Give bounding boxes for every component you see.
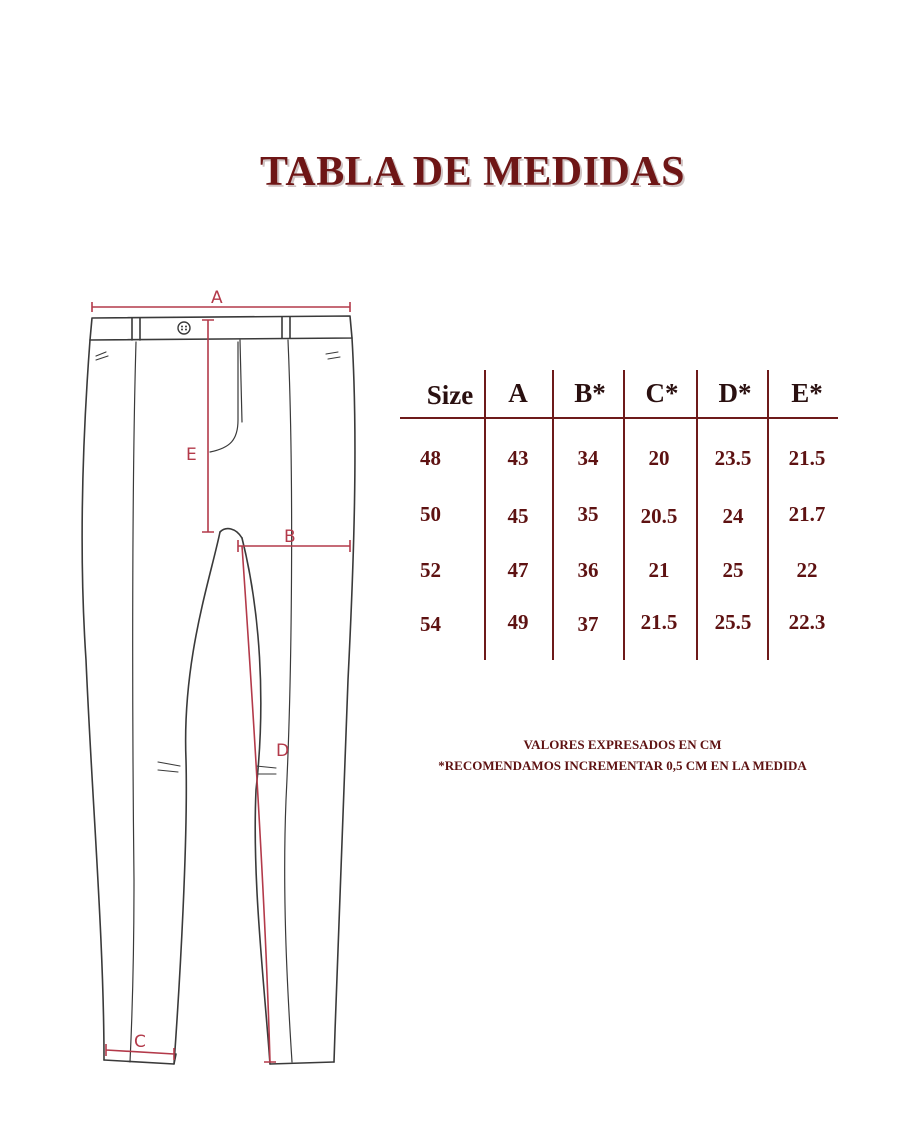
table-cell: 37: [577, 612, 599, 636]
table-cell: 22.3: [788, 610, 826, 634]
column-divider: [767, 370, 769, 660]
table-cell: 21.5: [640, 610, 678, 634]
column-divider: [552, 370, 554, 660]
table-cell: 22: [796, 558, 818, 582]
button-icon: [178, 322, 190, 334]
page-title: TABLA DE MEDIDAS: [260, 149, 685, 195]
column-divider: [696, 370, 698, 660]
table-cell: 25.5: [714, 610, 752, 634]
label-b: B: [284, 527, 296, 547]
table-cell: 45: [507, 504, 529, 528]
table-cell: 20: [648, 446, 670, 470]
header-a: A: [508, 378, 528, 408]
table-cell: 47: [507, 558, 529, 582]
header-e: E*: [791, 378, 823, 408]
table-cell: 23.5: [714, 446, 752, 470]
header-size: Size: [426, 380, 474, 410]
label-a: A: [211, 288, 223, 308]
header-divider: [400, 417, 838, 419]
table-cell: 34: [577, 446, 599, 470]
table-cell: 21: [648, 558, 670, 582]
size-cell: 48: [420, 446, 441, 470]
table-cell: 49: [507, 610, 529, 634]
note-recommendation: *RECOMENDAMOS INCREMENTAR 0,5 CM EN LA MEDIDA: [438, 758, 807, 773]
pants-diagram: [70, 280, 370, 1080]
table-cell: 21.7: [788, 502, 826, 526]
measure-lines: [92, 302, 350, 1062]
pants-outline: [82, 316, 355, 1064]
measure-d-line: [242, 546, 276, 1062]
table-cell: 20.5: [640, 504, 678, 528]
size-table: [400, 368, 845, 668]
label-e: E: [186, 445, 197, 465]
measure-e-line: [202, 320, 214, 532]
column-divider: [484, 370, 486, 660]
column-divider: [623, 370, 625, 660]
table-cell: 25: [722, 558, 744, 582]
header-b: B*: [574, 378, 606, 408]
size-cell: 50: [420, 502, 441, 526]
size-cell: 52: [420, 558, 441, 582]
table-cell: 36: [577, 558, 599, 582]
header-d: D*: [718, 378, 752, 408]
table-cell: 43: [507, 446, 529, 470]
note-units: VALORES EXPRESADOS EN CM: [523, 737, 722, 752]
label-c: C: [134, 1032, 146, 1052]
header-c: C*: [645, 378, 679, 408]
table-cell: 24: [722, 504, 744, 528]
size-cell: 54: [420, 612, 441, 636]
label-d: D: [276, 741, 290, 761]
table-cell: 21.5: [788, 446, 826, 470]
table-cell: 35: [577, 502, 599, 526]
notes: [400, 734, 845, 776]
